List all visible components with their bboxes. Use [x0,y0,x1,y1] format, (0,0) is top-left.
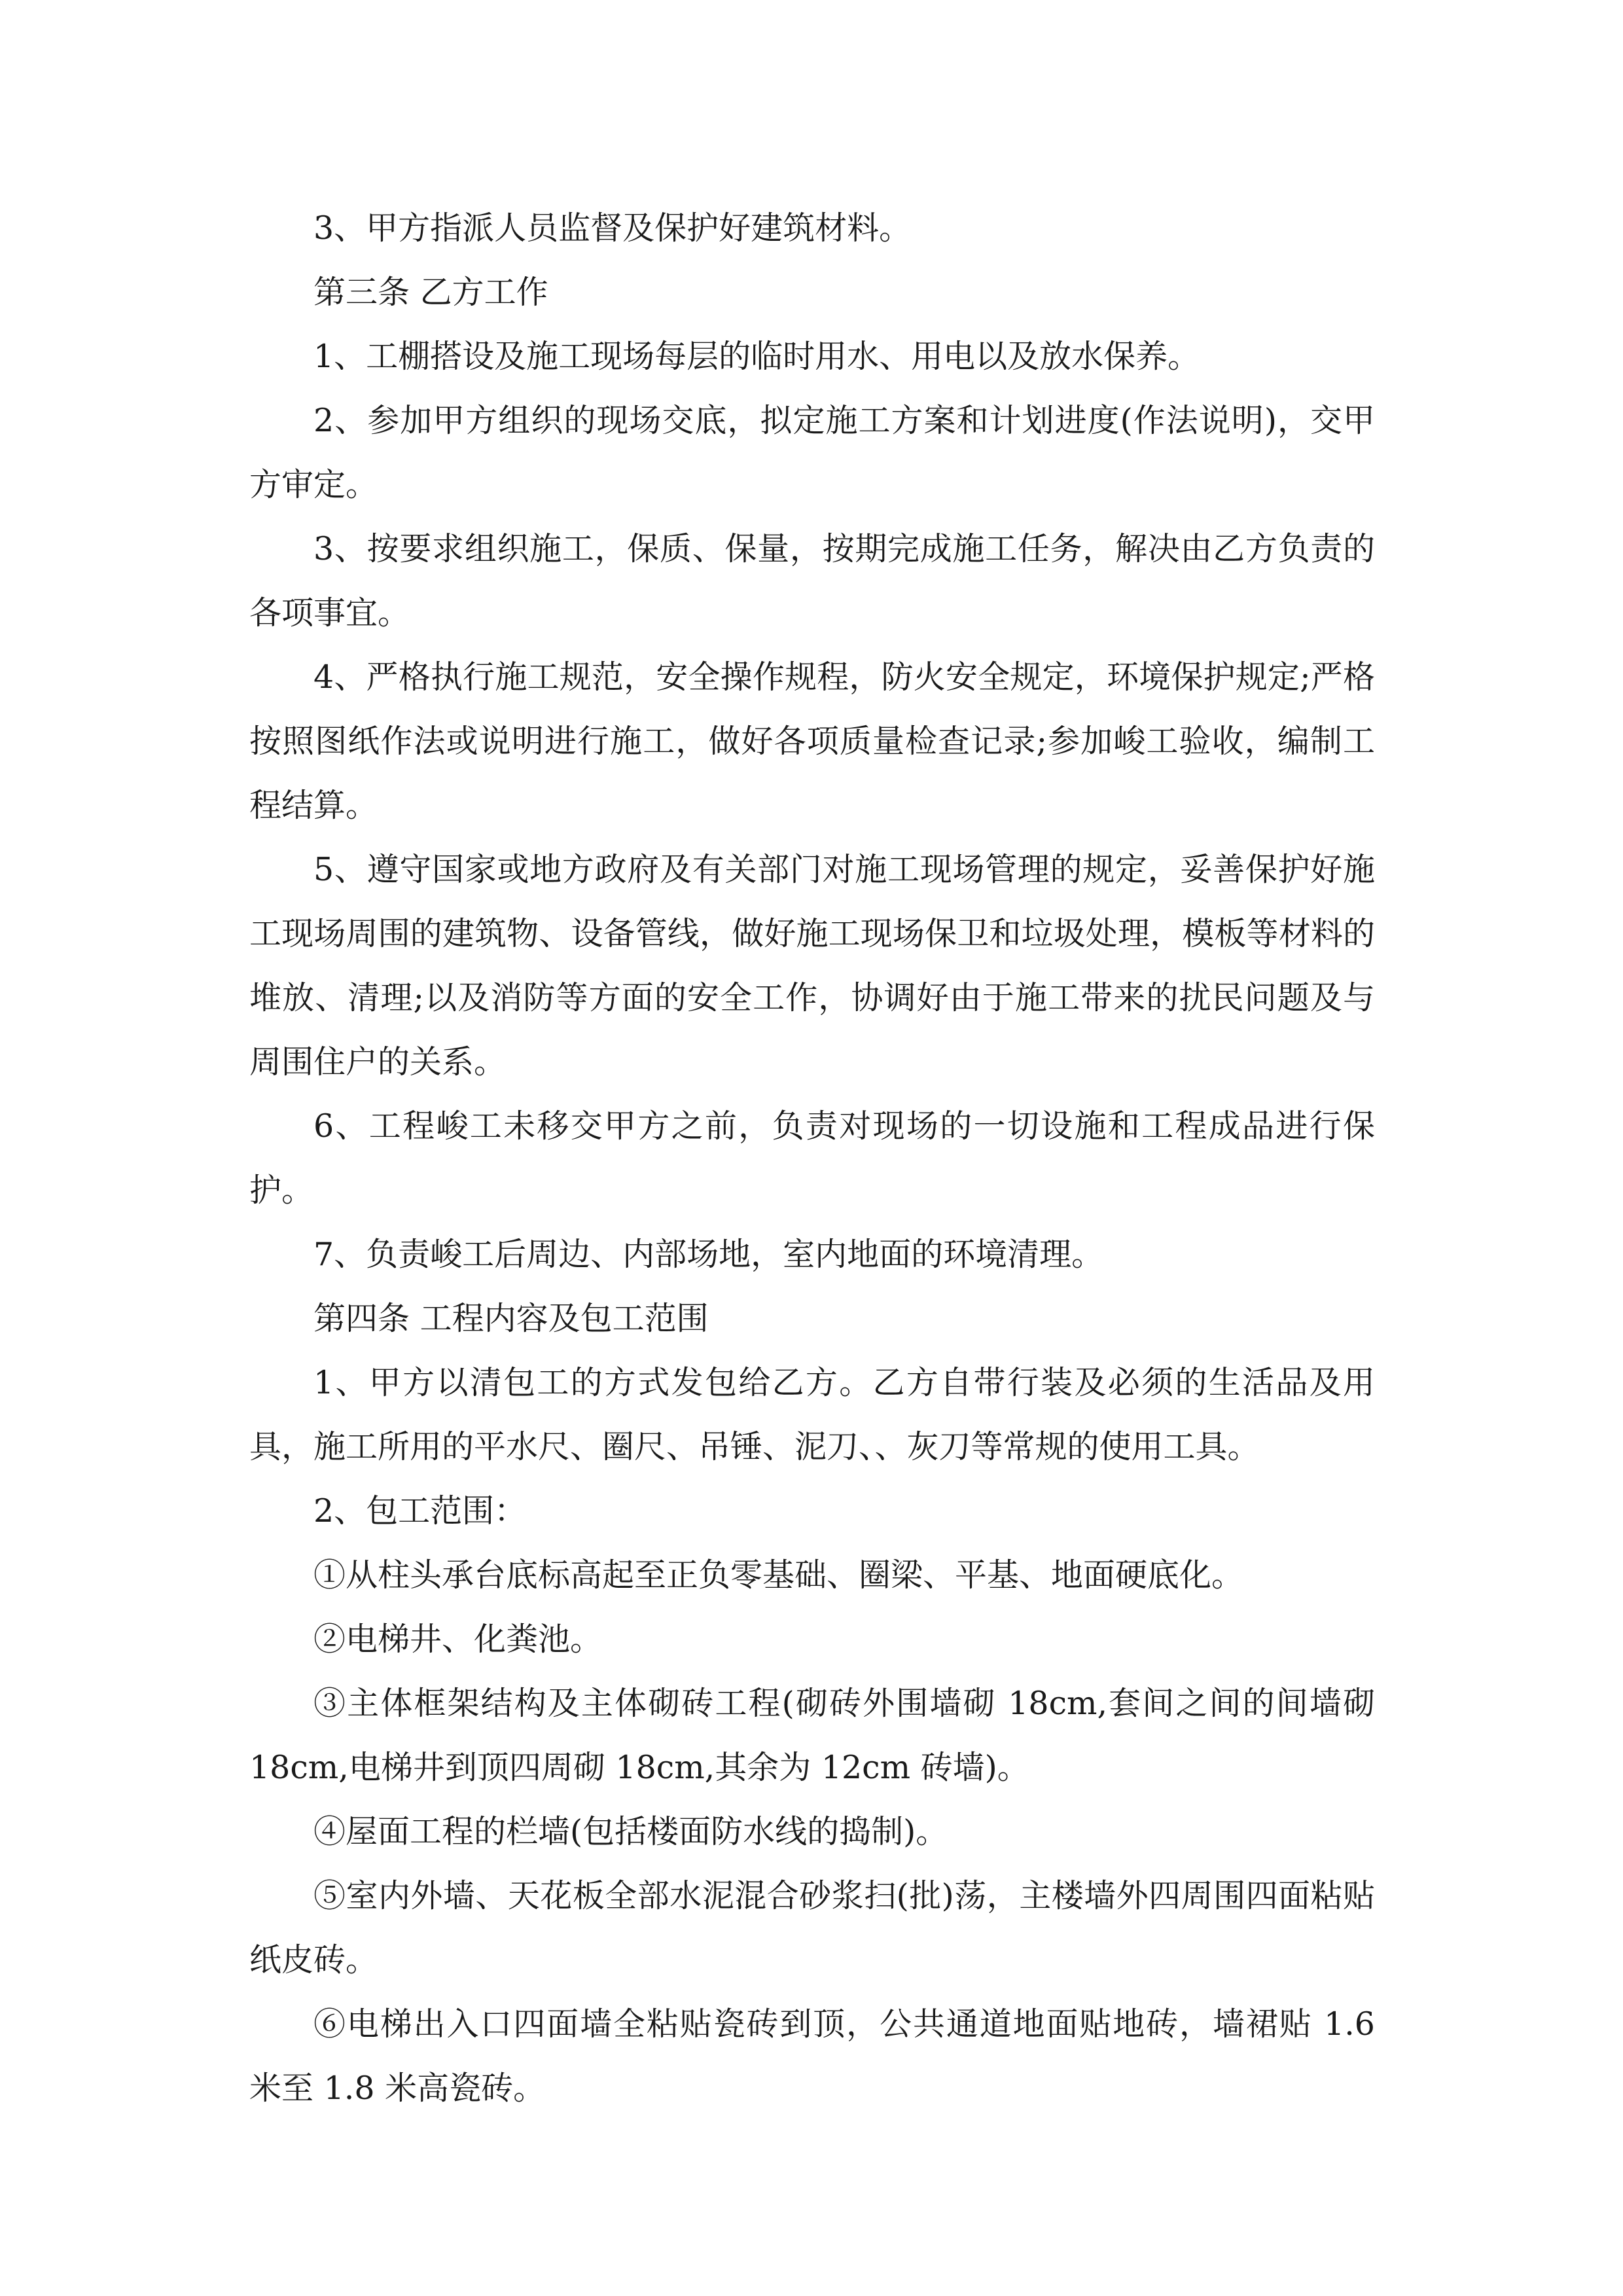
heading-article-3: 第三条 乙方工作 [313,274,548,311]
paragraph-scope-item-3: ③主体框架结构及主体砌砖工程(砌砖外围墙砌 18cm,套间之间的间墙砌 18cm,电梯井到顶四周砌 18cm,其余为 12cm 砖墙)。 [249,1685,1375,1786]
paragraph-scope-item-1: ①从柱头承台底标高起至正负零基础、圈梁、平基、地面硬底化。 [313,1556,1244,1594]
paragraph-article-3-item-6: 6、工程峻工未移交甲方之前，负责对现场的一切设施和工程成品进行保护。 [249,1107,1375,1209]
paragraph-article-3-item-2: 2、参加甲方组织的现场交底，拟定施工方案和计划进度(作法说明)，交甲方审定。 [249,402,1375,503]
paragraph-scope-item-4: ④屋面工程的栏墙(包括楼面防水线的捣制)。 [313,1813,948,1850]
paragraph-article-4-item-2: 2、包工范围： [313,1492,527,1530]
heading-article-4: 第四条 工程内容及包工范围 [313,1300,709,1337]
paragraph-article-4-item-1: 1、甲方以清包工的方式发包给乙方。乙方自带行装及必须的生活品及用具，施工所用的平水尺、圈尺、吊锤、泥刀、、灰刀等常规的使用工具。 [249,1364,1375,1465]
paragraph-scope-item-2: ②电梯井、化粪池。 [313,1621,603,1658]
paragraph-article-3-item-7: 7、负责峻工后周边、内部场地，室内地面的环境清理。 [313,1236,1104,1273]
paragraph-article-3-item-4: 4、严格执行施工规范，安全操作规程，防火安全规定，环境保护规定;严格按照图纸作法或说明进行施工，做好各项质量检查记录;参加峻工验收，编制工程结算。 [249,658,1375,824]
paragraph-article-3-item-5: 5、遵守国家或地方政府及有关部门对施工现场管理的规定，妥善保护好施工现场周围的建筑物、设备管线，做好施工现场保卫和垃圾处理，模板等材料的堆放、清理;以及消防等方面的安全工作，协调好由于施工带来的扰民问题及与周围住户的关系。 [249,851,1375,1081]
paragraph-article-3-item-3: 3、按要求组织施工，保质、保量，按期完成施工任务，解决由乙方负责的各项事宜。 [249,530,1375,632]
paragraph-article-3-item-1: 1、工棚搭设及施工现场每层的临时用水、用电以及放水保养。 [313,338,1200,375]
paragraph-scope-item-5: ⑤室内外墙、天花板全部水泥混合砂浆扫(批)荡，主楼墙外四周围四面粘贴纸皮砖。 [249,1877,1375,1979]
document-body [249,196,1375,2121]
paragraph-scope-item-6: ⑥电梯出入口四面墙全粘贴瓷砖到顶，公共通道地面贴地砖，墙裙贴 1.6 米至 1.8 米高瓷砖。 [249,2005,1375,2107]
paragraph-clause-2-item-3: 3、甲方指派人员监督及保护好建筑材料。 [313,209,912,247]
